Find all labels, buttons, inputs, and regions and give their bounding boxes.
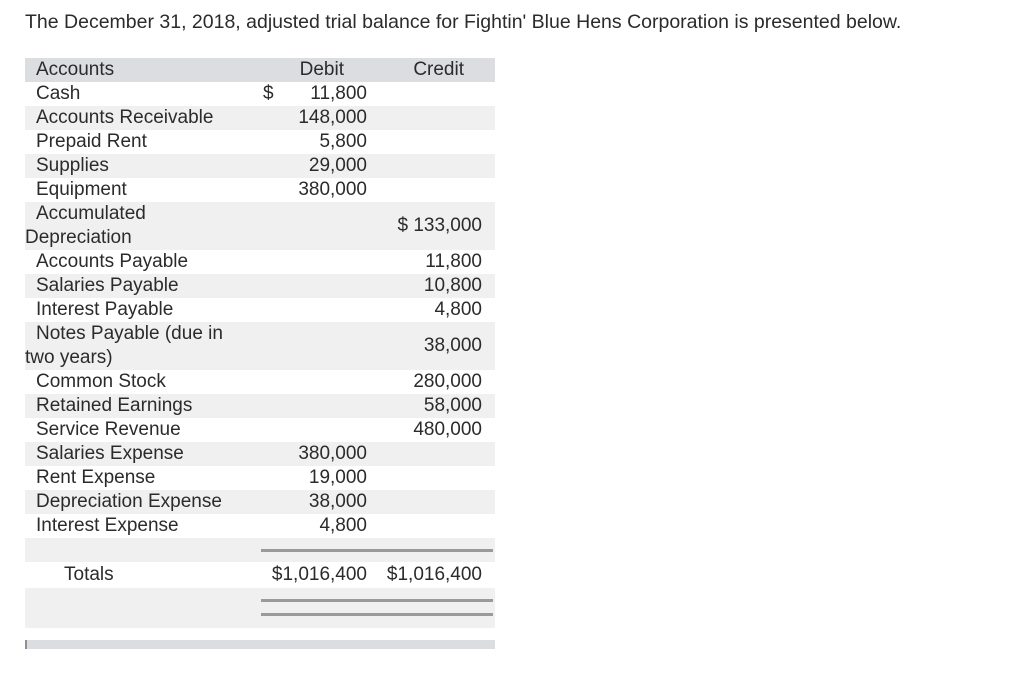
table-row — [25, 106, 495, 130]
debit-amount: 380,000 — [298, 443, 367, 464]
table-row — [25, 370, 495, 394]
debit-amount: 380,000 — [298, 179, 367, 200]
table-row — [25, 442, 495, 466]
total-credit: $1,016,400 — [386, 564, 482, 585]
table-row — [25, 418, 495, 442]
account-name: Cash — [36, 83, 81, 104]
account-name — [25, 322, 223, 368]
double-rule-top — [261, 599, 493, 602]
table-bottom-bar — [25, 640, 495, 649]
total-debit: $1,016,400 — [271, 564, 367, 585]
account-name: Depreciation Expense — [36, 491, 222, 512]
totals-label: Totals — [64, 564, 114, 585]
account-name-line1: Notes Payable (due in — [36, 323, 223, 344]
page-intro: The December 31, 2018, adjusted trial balance for Fightin' Blue Hens Corporation is presented below. — [25, 11, 902, 33]
totals-row — [25, 563, 495, 587]
table-row — [25, 514, 495, 538]
account-name: Equipment — [36, 179, 127, 200]
totals-spacer — [25, 588, 495, 628]
credit-amount: 480,000 — [413, 419, 482, 440]
header-credit: Credit — [413, 59, 464, 80]
table-row — [25, 178, 495, 202]
account-name: Accounts Receivable — [36, 107, 214, 128]
account-name: Common Stock — [36, 371, 166, 392]
double-rule-bottom — [261, 613, 493, 616]
credit-amount: 58,000 — [423, 395, 482, 416]
account-name: Accounts Payable — [36, 251, 189, 272]
table-row — [25, 202, 495, 250]
account-name: Prepaid Rent — [36, 131, 147, 152]
account-name: Supplies — [36, 155, 109, 176]
table-header — [25, 58, 495, 82]
table-row — [25, 394, 495, 418]
account-name: Salaries Expense — [36, 443, 184, 464]
account-name — [25, 202, 146, 248]
credit-amount: $ 133,000 — [397, 215, 482, 236]
credit-amount: 4,800 — [434, 299, 482, 320]
account-name-line2: Depreciation — [25, 227, 132, 248]
account-name: Salaries Payable — [36, 275, 179, 296]
table-row — [25, 466, 495, 490]
debit-amount: 5,800 — [319, 131, 367, 152]
trial-balance-table — [25, 58, 495, 562]
table-row — [25, 490, 495, 514]
credit-amount: 11,800 — [425, 251, 482, 272]
table-row — [25, 154, 495, 178]
table-row — [25, 250, 495, 274]
header-accounts: Accounts — [36, 59, 115, 80]
credit-amount: 10,800 — [423, 275, 482, 296]
debit-amount: 29,000 — [308, 155, 367, 176]
table-row — [25, 298, 495, 322]
credit-amount: 38,000 — [423, 335, 482, 356]
table-row — [25, 322, 495, 370]
account-name-line1: Accumulated — [36, 203, 146, 224]
account-name: Interest Payable — [36, 299, 174, 320]
debit-amount: 148,000 — [298, 107, 367, 128]
account-name: Retained Earnings — [36, 395, 193, 416]
table-row — [25, 274, 495, 298]
account-name: Interest Expense — [36, 515, 179, 536]
debit-amount: 11,800 — [310, 83, 367, 104]
debit-amount: 4,800 — [319, 515, 367, 536]
account-name-line2: two years) — [25, 347, 113, 368]
subtotal-rule — [261, 549, 493, 552]
dollar-sign: $ — [263, 83, 274, 104]
account-name: Service Revenue — [36, 419, 181, 440]
table-row — [25, 130, 495, 154]
debit-amount: 38,000 — [308, 491, 367, 512]
header-debit: Debit — [299, 59, 344, 80]
debit-amount: 19,000 — [308, 467, 367, 488]
credit-amount: 280,000 — [413, 371, 482, 392]
account-name: Rent Expense — [36, 467, 156, 488]
table-row — [25, 82, 495, 106]
